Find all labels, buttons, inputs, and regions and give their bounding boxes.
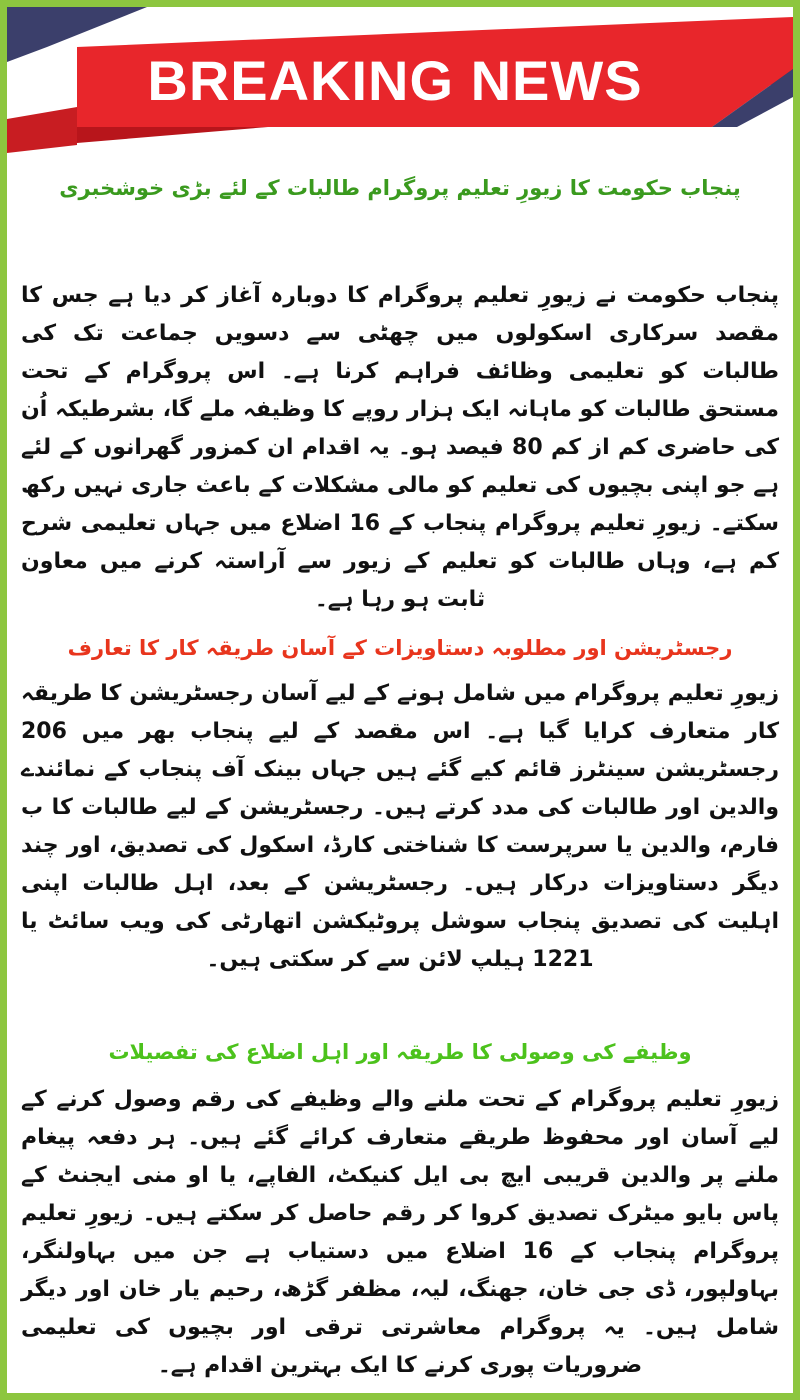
section-intro-body bbox=[21, 277, 779, 619]
section-heading: وظیفے کی وصولی کا طریقہ اور اہل اضلاع کی تفصیلات bbox=[108, 1040, 692, 1064]
breaking-news-banner bbox=[7, 7, 793, 157]
section-heading: رجسٹریشن اور مطلوبہ دستاویزات کے آسان طریقہ کار کا تعارف bbox=[67, 636, 733, 660]
section-intro bbox=[21, 173, 779, 203]
section-paragraph: زیورِ تعلیم پروگرام میں شامل ہونے کے لیے آسان رجسٹریشن کا طریقہ کار متعارف کرایا گیا ہے۔ اس مقصد کے لیے پنجاب بھر میں 206 رجسٹریشن سینٹرز قائم کیے گئے ہیں جہاں بینک آف پنجاب کے نمائندے والدین اور طالبات کی مدد کرتے ہیں۔ رجسٹریشن کے لیے طالبات کا ب فارم، والدین یا سرپرست کا شناختی کارڈ، اسکول کی تصدیق، اور چند دیگر دستاویزات درکار ہیں۔ رجسٹریشن کے بعد، اہل طالبات اپنی اہلیت کی تصدیق پنجاب سوشل پروٹیکشن اتھارٹی کی ویب سائٹ یا 1221 ہیلپ لائن سے کر سکتی ہیں۔ bbox=[21, 681, 779, 972]
section-stipend bbox=[21, 1037, 779, 1067]
section-stipend-body bbox=[21, 1081, 779, 1385]
section-registration-body bbox=[21, 675, 779, 979]
section-paragraph: پنجاب حکومت نے زیورِ تعلیم پروگرام کا دوبارہ آغاز کر دیا ہے جس کا مقصد سرکاری اسکولوں میں چھٹی سے دسویں جماعت تک کی طالبات کو تعلیمی وظائف فراہم کرنا ہے۔ اس پروگرام کے تحت مستحق طالبات کو ماہانہ ایک ہزار روپے کا وظیفہ ملے گا، بشرطیکہ اُن کی حاضری کم از کم 80 فیصد ہو۔ یہ اقدام ان کمزور گھرانوں کے لئے ہے جو اپنی بچیوں کی تعلیم کو مالی مشکلات کے باعث جاری نہیں رکھ سکتے۔ زیورِ تعلیم پروگرام پنجاب کے 16 اضلاع میں جہاں تعلیمی شرح کم ہے، وہاں طالبات کو تعلیم کے زیور سے آراستہ کرنے میں معاون ثابت ہو رہا ہے۔ bbox=[21, 283, 779, 612]
banner-title: BREAKING NEWS bbox=[147, 49, 643, 112]
section-paragraph: زیورِ تعلیم پروگرام کے تحت ملنے والے وظیفے کی رقم وصول کرنے کے لیے آسان اور محفوظ طریقے متعارف کرائے گئے ہیں۔ ہر دفعہ پیغام ملنے پر والدین قریبی ایچ بی ایل کنیکٹ، الفاپے، یا او منی ایجنٹ کے پاس بایو میٹرک تصدیق کروا کر رقم حاصل کر سکتے ہیں۔ زیورِ تعلیم پروگرام پنجاب کے 16 اضلاع میں دستیاب ہے جن میں بہاولنگر، بہاولپور، ڈی جی خان، جھنگ، لیہ، مظفر گڑھ، رحیم یار خان اور دیگر شامل ہیں۔ یہ پروگرام معاشرتی ترقی اور بچیوں کی تعلیمی ضروریات پوری کرنے کا ایک بہترین اقدام ہے۔ bbox=[21, 1087, 779, 1378]
section-heading: پنجاب حکومت کا زیورِ تعلیم پروگرام طالبات کے لئے بڑی خوشخبری bbox=[59, 176, 741, 200]
section-registration bbox=[21, 633, 779, 663]
